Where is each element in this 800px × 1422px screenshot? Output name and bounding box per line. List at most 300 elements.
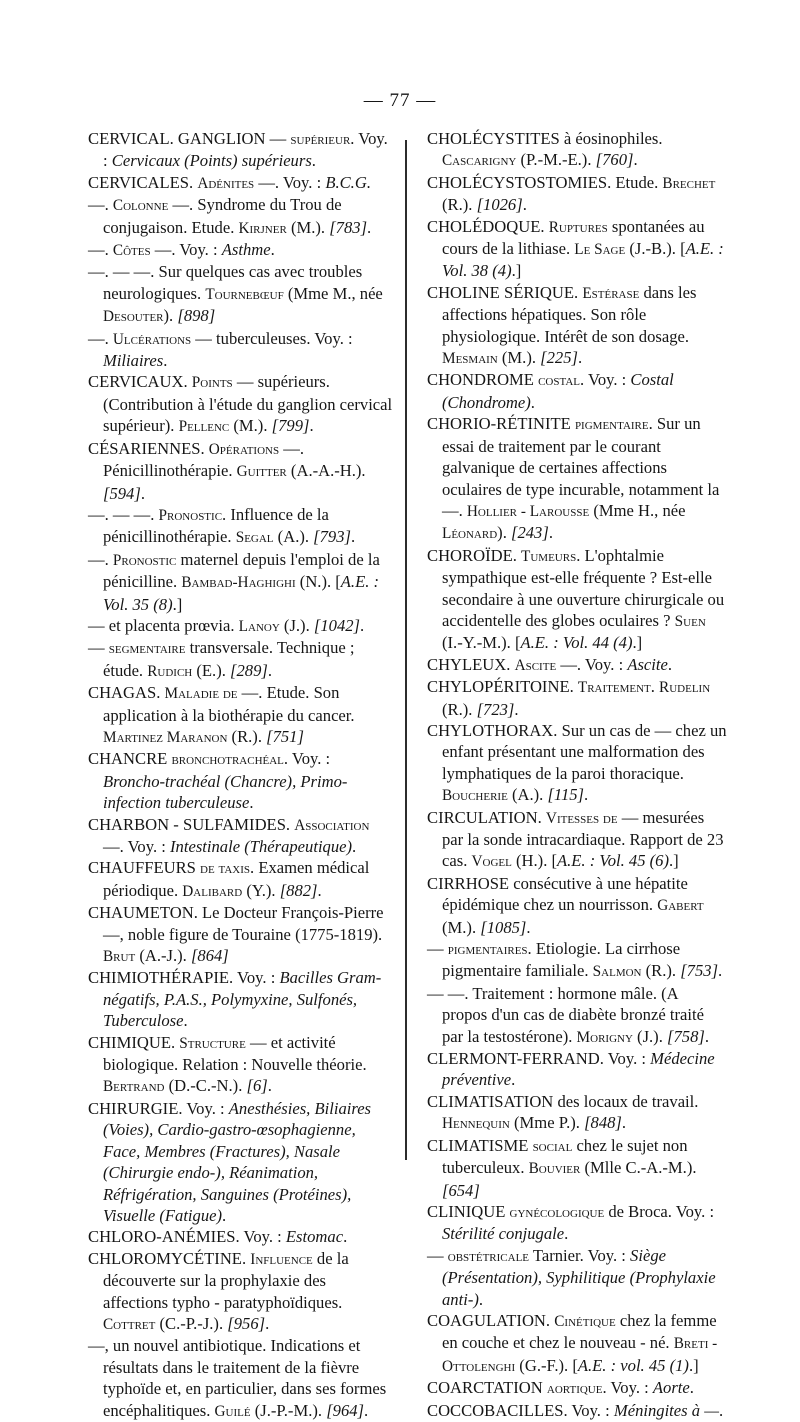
entry-text: .: [360, 615, 365, 635]
author-or-subheading: Morigny: [576, 1028, 633, 1046]
entry-text: CHAUMETON. Le Docteur François-Pierre —, noble figure de Touraine (1775-1819).: [88, 903, 384, 944]
entry-text: .: [514, 699, 519, 719]
reference-text: [115]: [547, 785, 585, 805]
entry-text: .: [650, 677, 660, 697]
reference-text: A.E. : Vol. 44 (4): [520, 633, 633, 653]
index-entry: [88, 328, 394, 372]
author-or-subheading: aortique: [546, 1380, 603, 1398]
entry-text: COAGULATION.: [427, 1310, 555, 1330]
index-entry: [88, 857, 394, 902]
entry-text: —.: [88, 195, 113, 215]
entry-text: —. Voy. :: [150, 240, 222, 260]
entry-text: .: [689, 1378, 694, 1398]
entry-text: (Mme M., née: [283, 283, 383, 303]
author-or-subheading: Segal: [235, 529, 274, 547]
entry-text: .: [530, 392, 535, 412]
author-or-subheading: Colonne: [112, 197, 169, 215]
author-or-subheading: costal: [538, 372, 580, 390]
entry-text: —: [88, 638, 109, 658]
entry-text: .: [718, 1400, 724, 1420]
reference-text: Intestinale (Thérapeutique): [170, 837, 353, 856]
entry-text: Tarnier. Voy. :: [529, 1245, 631, 1265]
author-or-subheading: Ruptures: [548, 218, 608, 236]
index-entry: [427, 413, 727, 544]
author-or-subheading: pigmentaires: [447, 941, 528, 959]
index-entry: [427, 128, 727, 172]
reference-text: B.C.G.: [325, 172, 371, 192]
entry-text: CERVICAL. GANGLION —: [88, 129, 291, 148]
entry-text: .: [343, 1227, 348, 1247]
index-entry: [88, 504, 394, 549]
column-divider: [405, 140, 407, 1160]
entry-text: (A.-J.).: [135, 946, 191, 966]
author-or-subheading: Breti - Ottolenghi: [442, 1335, 718, 1375]
entry-text: —.: [88, 549, 113, 569]
reference-text: Ascite: [627, 654, 668, 674]
reference-text: Stérilité conjugale: [442, 1224, 565, 1244]
author-or-subheading: pigmentaire: [574, 416, 649, 434]
entry-text: CERVICAUX.: [88, 372, 192, 392]
entry-text: CHOLÉCYSTITES à éosinophiles.: [427, 129, 663, 148]
index-entry: [88, 814, 394, 858]
entry-text: — et placenta prœvia.: [88, 615, 239, 635]
entry-text: —. Etude. Son application à la biothérapie du cancer.: [103, 683, 355, 725]
index-entry: [427, 369, 727, 413]
author-or-subheading: Dalibard: [182, 882, 243, 900]
entry-text: .: [478, 1289, 484, 1309]
index-entry: [427, 938, 727, 983]
index-entry: [427, 1048, 727, 1091]
entry-text: (I.-Y.-M.). [: [442, 633, 521, 653]
entry-text: .: [267, 660, 273, 680]
entry-text: — tuberculeuses. Voy. :: [191, 328, 353, 348]
author-or-subheading: Bertrand: [103, 1078, 165, 1096]
reference-text: [1042]: [313, 615, 360, 635]
index-entry: [427, 1201, 727, 1245]
entry-text: de Broca. Voy. :: [604, 1201, 715, 1221]
author-or-subheading: Guilé: [214, 1402, 251, 1420]
reference-text: [882]: [279, 880, 318, 900]
index-entry: [427, 1135, 727, 1201]
entry-text: .: [511, 1070, 516, 1090]
entry-text: CLINIQUE: [427, 1201, 510, 1221]
author-or-subheading: Points: [191, 374, 233, 392]
entry-text: (P.-M.-E.).: [516, 150, 596, 170]
entry-text: .]: [172, 594, 183, 614]
index-entry: [88, 1032, 394, 1098]
entry-text: .: [222, 1205, 227, 1225]
reference-text: A.E. : Vol. 38 (4): [442, 239, 724, 281]
index-entry: [427, 654, 727, 676]
entry-text: (R.).: [442, 195, 477, 215]
entry-text: —. Voy. :: [103, 837, 171, 856]
author-or-subheading: Hollier - Larousse: [466, 502, 590, 520]
author-or-subheading: Ascite: [514, 656, 557, 674]
author-or-subheading: Bouvier: [528, 1160, 581, 1178]
author-or-subheading: Cascarigny: [442, 152, 517, 170]
author-or-subheading: Léonard: [442, 525, 498, 543]
entry-text: CLERMONT-FERRAND. Voy. :: [427, 1049, 651, 1069]
author-or-subheading: Traitement: [577, 679, 651, 697]
reference-text: [243]: [511, 523, 549, 543]
author-or-subheading: Vitesses de: [545, 809, 618, 827]
entry-text: (R.).: [641, 961, 681, 981]
entry-text: (M.).: [497, 348, 541, 368]
entry-text: —. Voy. :: [556, 654, 628, 674]
index-entry: [427, 676, 727, 720]
index-entry: [88, 1335, 394, 1422]
author-or-subheading: Le Sage: [574, 241, 626, 259]
index-entry: [88, 172, 394, 194]
entry-text: (J.-P.-M.).: [250, 1400, 327, 1420]
entry-text: —.: [88, 240, 113, 260]
author-or-subheading: Rudich: [147, 662, 193, 680]
entry-text: — et activité biologique. Relation : Nouvelle théorie.: [103, 1032, 367, 1075]
entry-text: CHIMIOTHÉRAPIE. Voy. :: [88, 968, 280, 988]
reference-text: [289]: [230, 660, 268, 680]
author-or-subheading: obstétricale: [447, 1247, 530, 1265]
entry-text: CLIMATISME: [427, 1135, 533, 1155]
author-or-subheading: Pronostic: [112, 551, 177, 569]
entry-text: (J.-B.). [: [625, 239, 686, 259]
author-or-subheading: Ulcérations: [112, 330, 192, 348]
entry-text: COARCTATION: [427, 1378, 547, 1398]
author-or-subheading: Hennequin: [442, 1115, 510, 1133]
entry-text: .: [633, 150, 638, 170]
index-entry: [88, 1098, 394, 1226]
entry-text: .: [183, 1011, 188, 1031]
entry-text: (M.).: [229, 416, 272, 436]
entry-text: —: [427, 939, 448, 959]
entry-text: .: [584, 785, 589, 805]
author-or-subheading: gynécologique: [509, 1203, 605, 1221]
entry-text: (A.-A.-H.).: [286, 461, 366, 481]
entry-text: .]: [688, 1355, 699, 1375]
reference-text: Anesthésies, Biliaires (Voies), Cardio-gastro-œsophagienne, Face, Membres (Fractures), Nasale (Chirurgie endo-), Réanimation, Réfrigération, Sanguines (Protéines), Visuelle (Fatigue): [103, 1098, 372, 1225]
entry-text: .]: [511, 261, 522, 281]
reference-text: [760]: [595, 150, 634, 170]
author-or-subheading: Vogel: [471, 853, 512, 871]
reference-text: [225]: [540, 348, 578, 368]
author-or-subheading: Influence: [250, 1250, 313, 1268]
author-or-subheading: social: [532, 1137, 573, 1155]
entry-text: — supérieurs. (Contribution à l'étude du ganglion cervical supérieur).: [103, 372, 393, 436]
author-or-subheading: Association: [294, 816, 370, 834]
entry-text: (A.).: [273, 527, 314, 547]
entry-text: . Sur un essai de traitement par le courant galvanique de certaines affections oculaires de type incurable, notamment la —.: [442, 414, 720, 520]
entry-text: .: [548, 523, 553, 543]
index-entry: [427, 1377, 727, 1399]
entry-text: (N.). [: [295, 572, 341, 592]
entry-text: CHORIO-RÉTINITE: [427, 414, 575, 434]
entry-text: spontanées au cours de la lithiase.: [442, 216, 705, 259]
index-entry: [88, 637, 394, 682]
entry-text: dans les affections hépatiques. Son rôle physiologique. Intérêt de son dosage.: [442, 282, 697, 346]
entry-text: .: [577, 348, 583, 368]
reference-text: [753]: [680, 961, 719, 981]
entry-text: (A.).: [507, 785, 548, 805]
author-or-subheading: Rudelin: [659, 679, 711, 697]
entry-text: .: [163, 351, 168, 371]
author-or-subheading: Cottret: [103, 1315, 156, 1333]
entry-text: —. Syndrome du Trou de conjugaison. Etude.: [103, 195, 342, 237]
entry-text: CHARBON - SULFAMIDES.: [88, 814, 295, 834]
index-entry: [427, 282, 727, 370]
reference-text: Asthme: [221, 240, 271, 260]
author-or-subheading: Pellenc: [178, 418, 230, 436]
index-entry: [88, 1226, 394, 1247]
entry-text: .: [270, 240, 275, 260]
left-column: [88, 128, 394, 1422]
reference-text: Méningites à —: [613, 1400, 719, 1420]
index-entry: [427, 172, 727, 216]
entry-text: (M.).: [286, 217, 330, 237]
index-entry: [427, 1400, 727, 1421]
index-entry: [427, 1091, 727, 1135]
entry-text: . Voy. :: [283, 749, 331, 769]
entry-text: .: [621, 1113, 627, 1133]
author-or-subheading: Salmon: [592, 963, 642, 981]
entry-text: CHAGAS.: [88, 683, 165, 703]
entry-text: .: [522, 195, 527, 215]
entry-text: transversale. Technique ; étude.: [103, 638, 355, 680]
entry-text: .: [140, 483, 145, 503]
entry-text: de la découverte sur la prophylaxie des affections typho - paratyphoïdiques.: [103, 1248, 349, 1312]
reference-text: [848]: [584, 1113, 622, 1133]
entry-text: .]: [632, 633, 643, 653]
entry-text: CHLOROMYCÉTINE.: [88, 1248, 251, 1268]
author-or-subheading: Bambad-Haghighi: [181, 574, 296, 592]
author-or-subheading: Opérations: [208, 440, 280, 458]
index-entry: [88, 967, 394, 1031]
entry-text: chez la femme en couche et chez le nouveau - né.: [442, 1310, 717, 1353]
entry-text: CHYLOTHORAX. Sur un cas de — chez un enfant présentant une malformation des lymphatiques de la paroi thoracique.: [427, 720, 727, 783]
author-or-subheading: Estérase: [582, 284, 640, 302]
entry-text: .: [564, 1224, 569, 1244]
reference-text: Estomac: [285, 1227, 344, 1247]
page-number: — 77 —: [363, 90, 437, 111]
entry-text: (Mme P.).: [509, 1113, 585, 1133]
entry-text: maternel depuis l'emploi de la pénicilline.: [103, 549, 380, 592]
reference-text: [964]: [326, 1400, 365, 1420]
entry-text: — mesurées par la sonde intracardiaque. Rapport de 23 cas.: [442, 807, 724, 871]
entry-text: chez le sujet non tuberculeux.: [442, 1135, 688, 1178]
reference-text: A.E. : Vol. 45 (6): [557, 851, 669, 871]
entry-text: —, un nouvel antibiotique. Indications et résultats dans le traitement de la fièvre typhoïde et, en particulier, dans ses formes encéphalitiques.: [88, 1336, 387, 1420]
reference-text: [6]: [246, 1076, 268, 1096]
entry-text: CIRCULATION.: [427, 807, 546, 827]
entry-text: .: [317, 880, 322, 900]
author-or-subheading: Structure: [179, 1034, 246, 1052]
reference-text: [864]: [190, 946, 229, 966]
index-entry: [427, 807, 727, 873]
entry-text: (Mme H., née: [589, 500, 686, 520]
entry-text: (Mlle C.-A.-M.).: [580, 1158, 697, 1178]
entry-text: —. Voy. :: [254, 172, 326, 192]
entry-text: ).: [163, 306, 178, 326]
entry-text: (C.-P.-J.).: [155, 1313, 228, 1333]
entry-text: .: [352, 837, 357, 856]
entry-text: . Influence de la pénicillinothérapie.: [103, 504, 329, 547]
index-entry: [88, 748, 394, 813]
entry-text: CHIMIQUE.: [88, 1032, 180, 1052]
author-or-subheading: Kirjner: [238, 219, 287, 237]
index-entry: [88, 615, 394, 637]
entry-text: . Etiologie. La cirrhose pigmentaire familiale.: [442, 939, 681, 981]
entry-text: . Examen médical périodique.: [103, 858, 370, 900]
entry-text: (Y.).: [242, 880, 280, 900]
entry-text: CÉSARIENNES.: [88, 438, 209, 458]
index-entry: [427, 983, 727, 1048]
entry-text: CHIRURGIE. Voy. :: [88, 1098, 229, 1118]
entry-text: —. — —.: [88, 504, 159, 524]
entry-text: .: [249, 793, 254, 813]
entry-text: CHLORO-ANÉMIES. Voy. :: [88, 1227, 286, 1247]
entry-text: CHYLOPÉRITOINE.: [427, 677, 578, 697]
index-entry: [427, 873, 727, 938]
entry-text: CHONDROME: [427, 370, 539, 390]
author-or-subheading: Maladie de: [164, 685, 238, 703]
entry-text: — —. Traitement : hormone mâle. (A propos d'un cas de diabète bronzé traité par la testostérone).: [427, 983, 704, 1046]
author-or-subheading: Pronostic: [158, 506, 223, 524]
index-entry: [88, 128, 394, 172]
index-entry: [88, 438, 394, 504]
entry-text: .: [265, 1313, 270, 1333]
reference-text: [1026]: [476, 195, 523, 215]
reference-text: [783]: [329, 217, 368, 237]
index-entry: [88, 239, 394, 261]
author-or-subheading: Boucherie: [442, 787, 508, 805]
author-or-subheading: supérieur: [290, 131, 351, 148]
entry-text: —. — —. Sur quelques cas avec troubles neurologiques.: [88, 262, 363, 303]
index-entry: [88, 682, 394, 748]
author-or-subheading: Tumeurs: [521, 547, 577, 565]
index-entry: [88, 902, 394, 967]
entry-text: ).: [497, 523, 511, 543]
entry-text: COCCOBACILLES. Voy. :: [427, 1400, 614, 1420]
entry-text: .: [667, 654, 673, 674]
entry-text: .: [350, 527, 356, 547]
entry-text: (G.-F.). [: [515, 1355, 578, 1375]
entry-text: (E.).: [192, 660, 231, 680]
author-or-subheading: Cinétique: [554, 1312, 616, 1330]
right-column: [427, 128, 727, 1421]
entry-text: CLIMATISATION des locaux de travail.: [427, 1091, 699, 1111]
reference-text: Cervicaux (Points) supérieurs: [111, 151, 312, 171]
entry-text: .: [526, 917, 531, 937]
entry-text: .]: [669, 851, 679, 871]
entry-text: —.: [88, 328, 113, 348]
index-entry: [427, 545, 727, 654]
author-or-subheading: Martinez Maranon: [103, 728, 228, 746]
entry-text: . Voy. :: [602, 1378, 653, 1398]
author-or-subheading: Guitter: [236, 463, 287, 481]
author-or-subheading: Mesmain: [442, 350, 498, 368]
reference-text: [793]: [313, 527, 351, 547]
author-or-subheading: Brut: [103, 948, 136, 966]
reference-text: [758]: [667, 1026, 705, 1046]
index-entry: [88, 549, 394, 615]
entry-text: CHOROÏDE.: [427, 545, 522, 565]
entry-text: .: [267, 1076, 272, 1096]
reference-text: [799]: [271, 416, 310, 436]
index-entry: [427, 1245, 727, 1310]
index-entry: [88, 371, 394, 437]
reference-text: [594]: [103, 483, 141, 503]
entry-text: (M.).: [442, 917, 481, 937]
entry-text: .: [704, 1026, 709, 1046]
index-entry: [427, 1310, 727, 1377]
entry-text: .: [364, 1400, 369, 1420]
entry-text: CHYLEUX.: [427, 654, 515, 674]
entry-text: .: [718, 961, 723, 981]
entry-text: CHAUFFEURS: [88, 858, 201, 878]
index-entry: [88, 261, 394, 327]
author-or-subheading: Gabert: [657, 897, 704, 915]
reference-text: Miliaires: [103, 351, 164, 371]
author-or-subheading: Lanoy: [238, 617, 280, 635]
reference-text: [751]: [266, 726, 304, 746]
index-entry: [88, 194, 394, 239]
index-entry: [427, 216, 727, 282]
author-or-subheading: Côtes: [112, 242, 151, 260]
entry-text: . Voy. :: [103, 129, 388, 171]
reference-text: [956]: [227, 1313, 266, 1333]
author-or-subheading: Desouter: [103, 308, 164, 326]
entry-text: CHOLÉCYSTOSTOMIES. Etude.: [427, 172, 663, 192]
entry-text: —: [427, 1245, 448, 1265]
entry-text: .: [311, 151, 316, 171]
entry-text: CHOLINE SÉRIQUE.: [427, 282, 583, 302]
reference-text: Aorte: [652, 1378, 690, 1398]
entry-text: (R.).: [442, 699, 477, 719]
reference-text: [898]: [177, 306, 216, 326]
reference-text: Siège (Présentation), Syphilitique (Prophylaxie anti-): [442, 1245, 716, 1309]
entry-text: CERVICALES.: [88, 172, 198, 192]
index-entry: [88, 1248, 394, 1336]
entry-text: . L'ophtalmie sympathique est-elle fréquente ? Est-elle secondaire à une ouverture chirurgicale ou accidentelle des globes oculaires ?: [442, 545, 725, 630]
reference-text: Médecine préventive: [442, 1049, 715, 1090]
reference-text: Costal (Chondrome): [442, 370, 674, 412]
entry-text: (J.).: [632, 1026, 668, 1046]
author-or-subheading: Suen: [674, 612, 706, 630]
entry-text: .: [309, 416, 314, 436]
entry-text: CHANCRE: [88, 749, 172, 769]
reference-text: A.E. : Vol. 35 (8): [103, 572, 380, 614]
reference-text: [1085]: [480, 917, 527, 937]
author-or-subheading: de taxis: [200, 860, 251, 878]
reference-text: A.E. : vol. 45 (1): [577, 1355, 689, 1375]
author-or-subheading: Brechet: [662, 174, 716, 192]
entry-text: (R.).: [227, 726, 267, 746]
author-or-subheading: segmentaire: [108, 640, 186, 658]
entry-text: —. Pénicillinothérapie.: [103, 438, 304, 481]
entry-text: CHOLÉDOQUE.: [427, 216, 549, 236]
entry-text: . Voy. :: [580, 370, 631, 390]
reference-text: Bacilles Gram-négatifs, P.A.S., Polymyxine, Sulfonés, Tuberculose: [103, 968, 382, 1031]
index-entry: [427, 720, 727, 807]
reference-text: Broncho-trachéal (Chancre), Primo-infection tuberculeuse: [103, 771, 348, 813]
entry-text: (J.).: [279, 615, 314, 635]
entry-text: (H.). [: [511, 851, 558, 871]
author-or-subheading: Adénites: [197, 174, 255, 192]
author-or-subheading: Tournebœuf: [205, 285, 284, 303]
entry-text: (D.-C.-N.).: [164, 1076, 247, 1096]
entry-text: CIRRHOSE consécutive à une hépatite épidémique chez un nourrisson.: [427, 873, 688, 915]
author-or-subheading: bronchotrachéal: [171, 751, 284, 769]
reference-text: [723]: [476, 699, 515, 719]
reference-text: [654]: [442, 1180, 480, 1200]
